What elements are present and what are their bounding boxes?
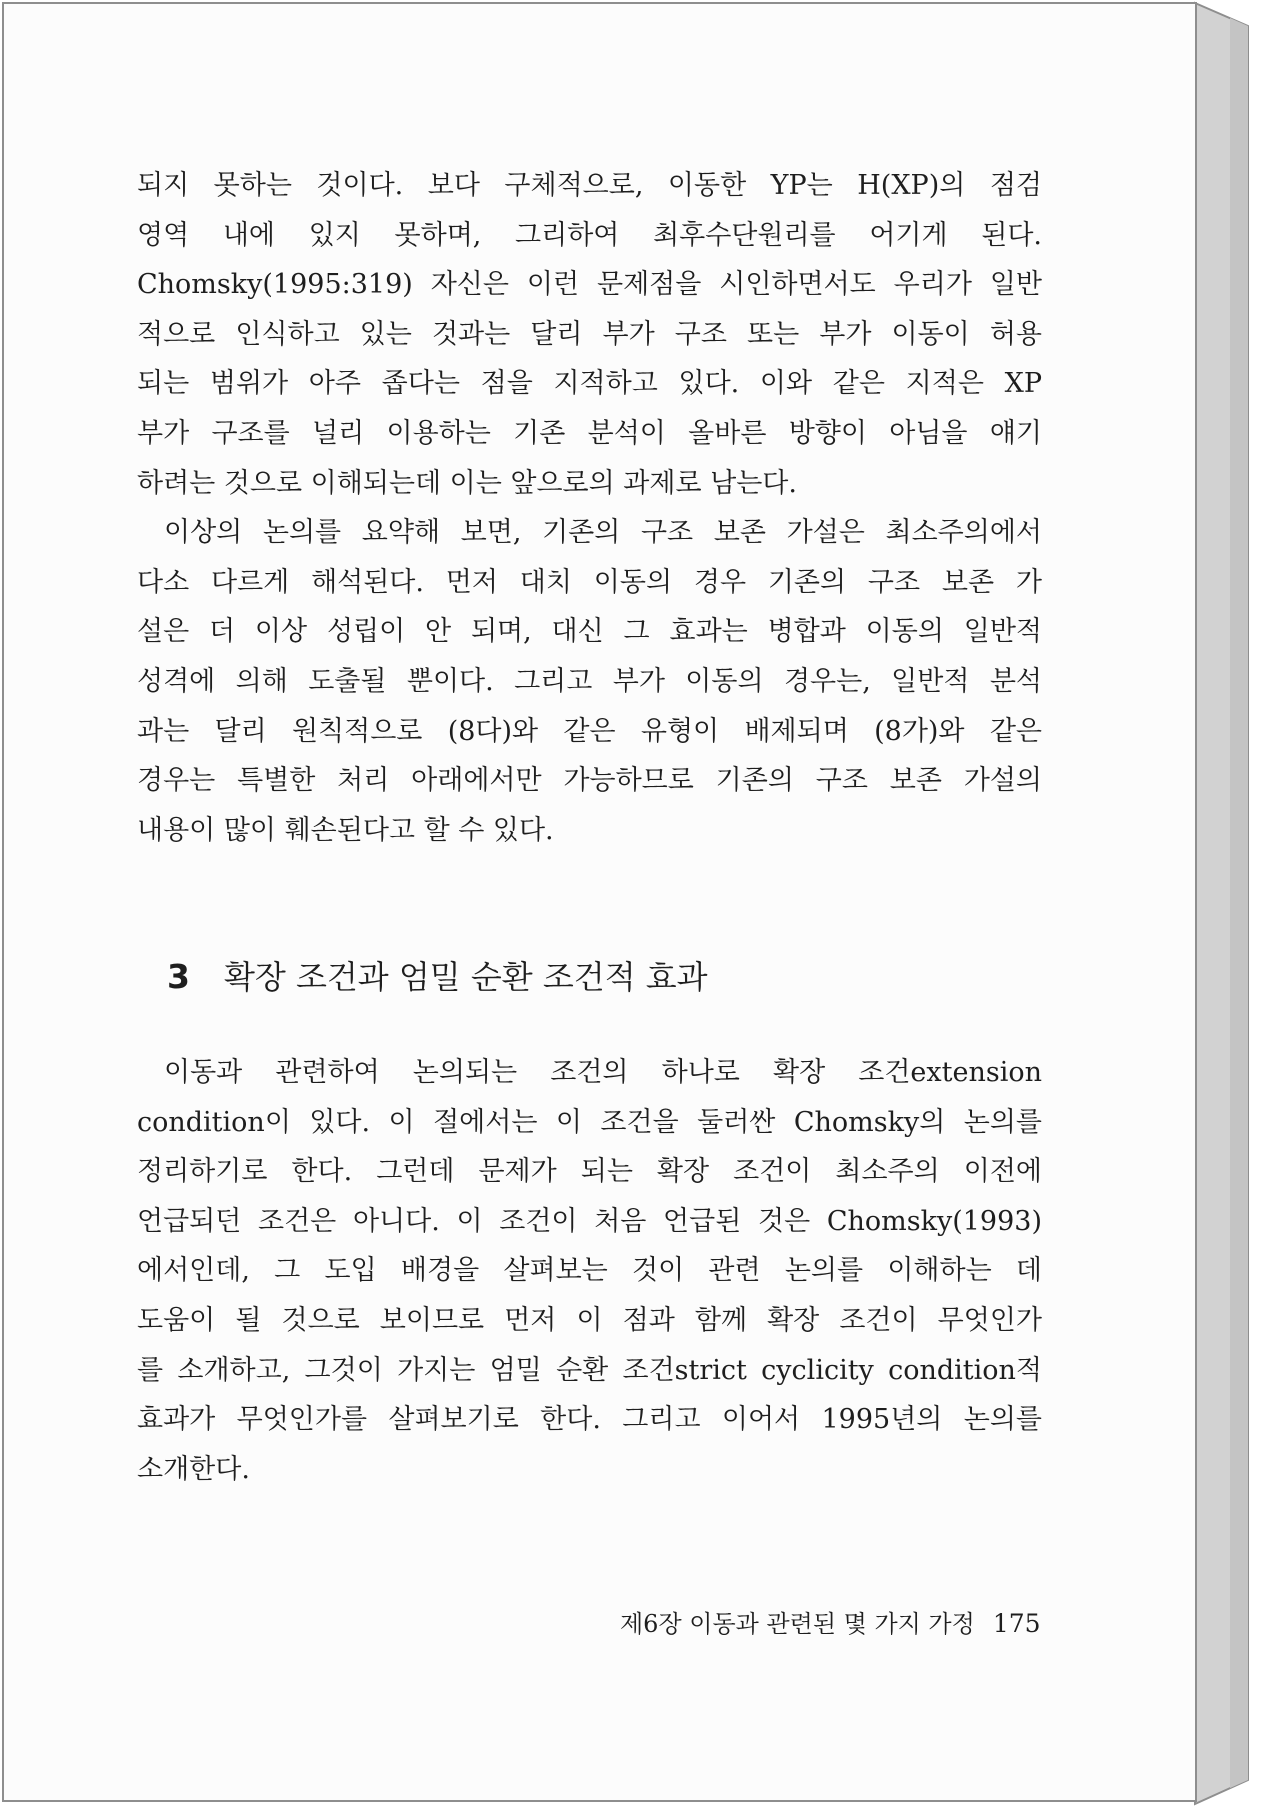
paragraph-1-line: 부가 구조를 널리 이용하는 기존 분석이 올바른 방향이 아님을 얘기 [137, 417, 1042, 449]
paragraph-3-line: 이동과 관련하여 논의되는 조건의 하나로 확장 조건extension [164, 1057, 1042, 1088]
section-number: 3 [167, 957, 190, 996]
section-title: 확장 조건과 엄밀 순환 조건적 효과 [223, 958, 708, 996]
paragraph-1-line: 하려는 것으로 이해되는데 이는 앞으로의 과제로 남는다. [137, 467, 797, 499]
section-body-text [137, 1048, 1042, 1494]
paragraph-3-line: condition이 있다. 이 절에서는 이 조건을 둘러싼 Chomsky의 논의를 [137, 1106, 1042, 1138]
paragraph-3-line: 효과가 무엇인가를 살펴보기로 한다. 그리고 이어서 1995년의 논의를 [137, 1404, 1042, 1436]
section-heading [167, 952, 708, 998]
paragraph-3-line: 에서인데, 그 도입 배경을 살펴보는 것이 관련 논의를 이해하는 데 [137, 1255, 1042, 1287]
paragraph-3-line: 언급되던 조건은 아니다. 이 조건이 처음 언급된 것은 Chomsky(1993) [137, 1205, 1042, 1237]
paragraph-2 [137, 508, 1042, 855]
paragraph-2-line: 과는 달리 원칙적으로 (8다)와 같은 유형이 배제되며 (8가)와 같은 [137, 715, 1042, 747]
paragraph-1-line: 되는 범위가 아주 좁다는 점을 지적하고 있다. 이와 같은 지적은 XP [137, 368, 1042, 400]
paragraph-3-line: 를 소개하고, 그것이 가지는 엄밀 순환 조건strict cyclicity condition적 [137, 1354, 1042, 1386]
paragraph-2-line: 내용이 많이 훼손된다고 할 수 있다. [137, 814, 554, 846]
paragraph-2-line: 이상의 논의를 요약해 보면, 기존의 구조 보존 가설은 최소주의에서 [164, 517, 1042, 549]
paragraph-1-line: 적으로 인식하고 있는 것과는 달리 부가 구조 또는 부가 이동이 허용 [137, 318, 1042, 350]
body-text [137, 161, 1042, 855]
paragraph-2-line: 경우는 특별한 처리 아래에서만 가능하므로 기존의 구조 보존 가설의 [137, 765, 1042, 797]
paragraph-1-line: Chomsky(1995:319) 자신은 이런 문제점을 시인하면서도 우리가 일반 [137, 269, 1042, 301]
paragraph-2-line: 성격에 의해 도출될 뿐이다. 그리고 부가 이동의 경우는, 일반적 분석 [137, 665, 1042, 697]
page-number: 175 [992, 1609, 1041, 1638]
paragraph-2-line: 다소 다르게 해석된다. 먼저 대치 이동의 경우 기존의 구조 보존 가 [137, 566, 1042, 598]
paragraph-1-line: 되지 못하는 것이다. 보다 구체적으로, 이동한 YP는 H(XP)의 점검 [137, 170, 1042, 201]
paragraph-1-line: 영역 내에 있지 못하며, 그리하여 최후수단원리를 어기게 된다. [137, 219, 1042, 251]
paragraph-1 [137, 161, 1042, 508]
paragraph-2-line: 설은 더 이상 성립이 안 되며, 대신 그 효과는 병합과 이동의 일반적 [137, 616, 1042, 648]
running-footer-chapter: 제6장 이동과 관련된 몇 가지 가정 [620, 1610, 975, 1638]
paragraph-3-line: 정리하기로 한다. 그런데 문제가 되는 확장 조건이 최소주의 이전에 [137, 1156, 1042, 1188]
paragraph-3-line: 소개한다. [137, 1453, 250, 1485]
page-footer [620, 1604, 1040, 1639]
paragraph-3 [137, 1048, 1042, 1494]
paragraph-3-line: 도움이 될 것으로 보이므로 먼저 이 점과 함께 확장 조건이 무엇인가 [137, 1304, 1042, 1336]
